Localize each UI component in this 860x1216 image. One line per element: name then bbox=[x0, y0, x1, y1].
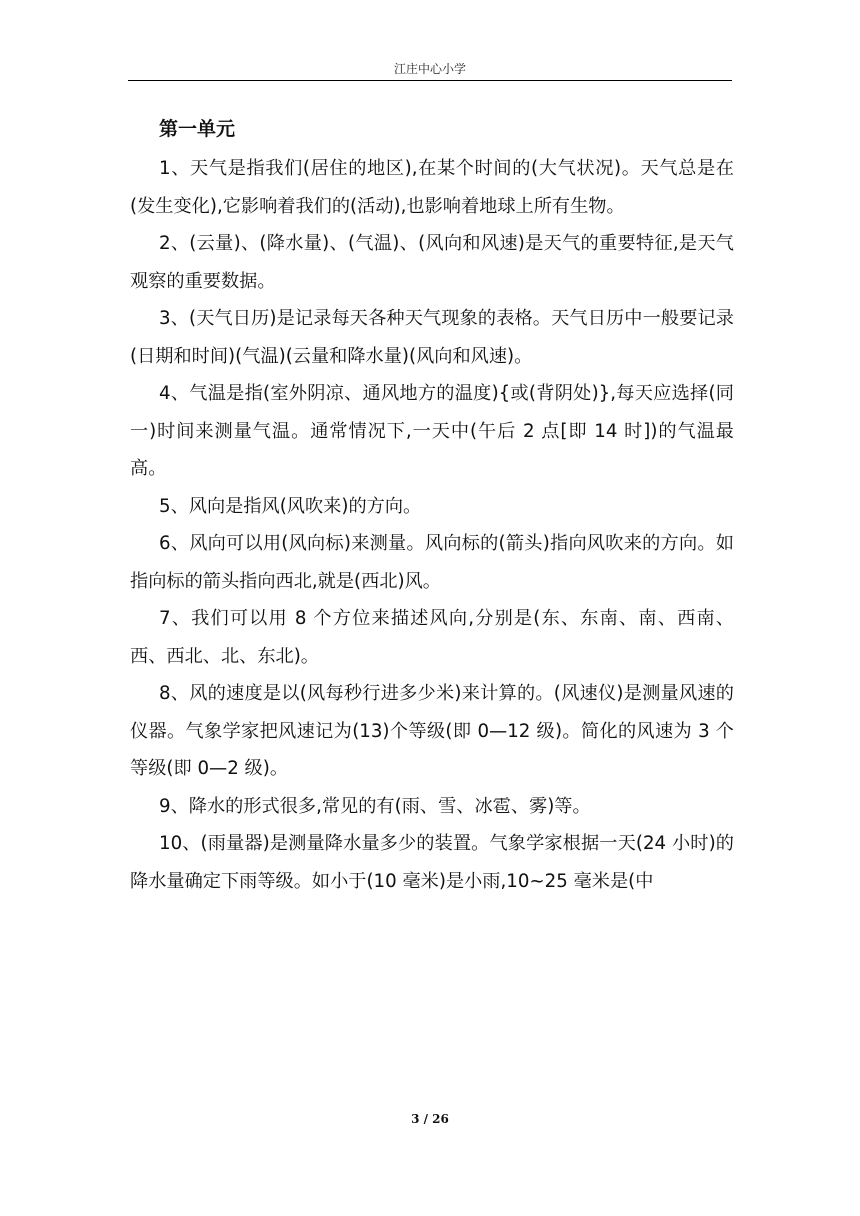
paragraph-1: 1、天气是指我们(居住的地区),在某个时间的(大气状况)。天气总是在(发生变化),它影响着我们的(活动),也影响着地球上所有生物。 bbox=[130, 158, 734, 217]
paragraph-3: 3、(天气日历)是记录每天各种天气现象的表格。天气日历中一般要记录(日期和时间)(气温)(云量和降水量)(风向和风速)。 bbox=[130, 308, 734, 367]
paragraph-2: 2、(云量)、(降水量)、(气温)、(风向和风速)是天气的重要特征,是天气观察的重要数据。 bbox=[130, 233, 734, 292]
paragraph-6: 6、风向可以用(风向标)来测量。风向标的(箭头)指向风吹来的方向。如指向标的箭头指向西北,就是(西北)风。 bbox=[130, 533, 734, 592]
paragraph-10: 10、(雨量器)是测量降水量多少的装置。气象学家根据一天(24 小时)的降水量确定下雨等级。如小于(10 毫米)是小雨,10~25 毫米是(中 bbox=[130, 833, 734, 892]
page-number: 3 / 26 bbox=[411, 1112, 449, 1126]
paragraph-9: 9、降水的形式很多,常见的有(雨、雪、冰雹、雾)等。 bbox=[159, 795, 591, 817]
section-title: 第一单元 bbox=[159, 118, 236, 140]
paragraph-5: 5、风向是指风(风吹来)的方向。 bbox=[159, 495, 422, 517]
paragraph-8: 8、风的速度是以(风每秒行进多少米)来计算的。(风速仪)是测量风速的仪器。气象学家把风速记为(13)个等级(即 0—12 级)。简化的风速为 3 个等级(即 0—2 级)。 bbox=[130, 683, 734, 779]
document-body bbox=[130, 108, 734, 900]
page-header bbox=[128, 58, 732, 81]
paragraph-7: 7、我们可以用 8 个方位来描述风向,分别是(东、东南、南、西南、西、西北、北、东北)。 bbox=[130, 608, 734, 667]
page-footer bbox=[0, 1112, 860, 1126]
school-name: 江庄中心小学 bbox=[393, 62, 466, 76]
paragraph-4: 4、气温是指(室外阴凉、通风地方的温度){或(背阴处)},每天应选择(同一)时间来测量气温。通常情况下,一天中(午后 2 点[即 14 时])的气温最高。 bbox=[130, 383, 734, 479]
